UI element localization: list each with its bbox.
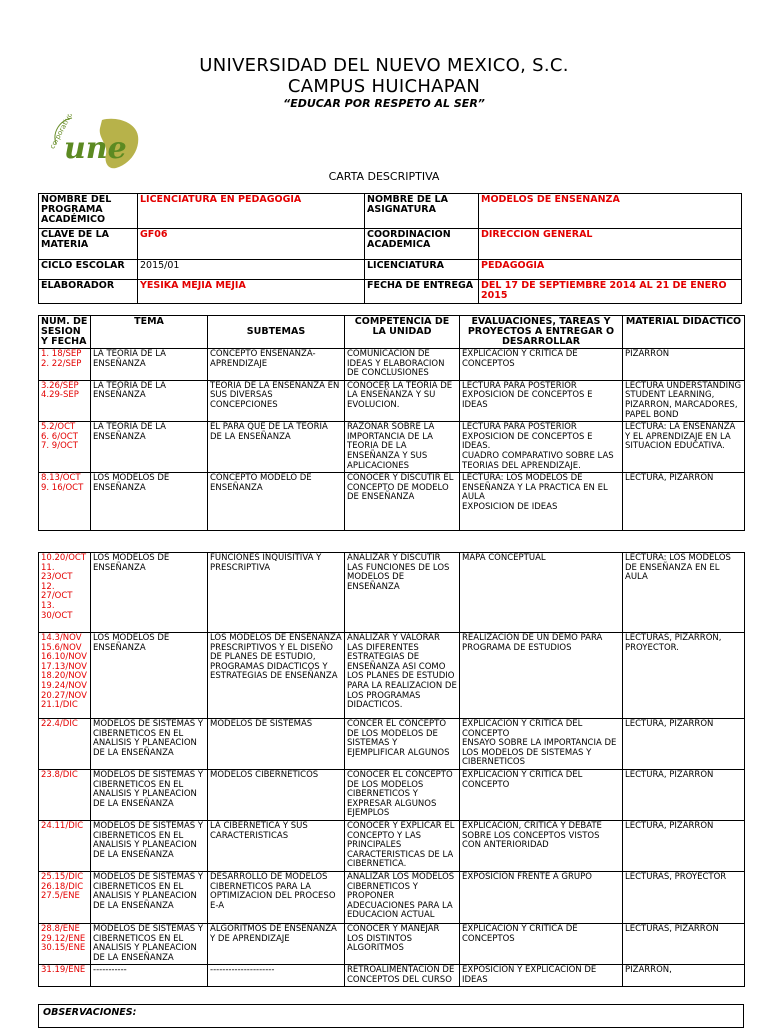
cell-material: LECTURA, PIZARRON — [623, 769, 745, 820]
cell-material: LECTURAS, PIZARRON, PROYECTOR. — [623, 633, 745, 719]
cell-material: LECTURA UNDERSTANDING STUDENT LEARNING, PIZARRON, MARCADORES, PAPEL BOND — [623, 380, 745, 421]
table-row — [39, 349, 745, 381]
svg-text:une: une — [64, 131, 127, 166]
cell-competencia: CONCER EL CONCEPTO DE LOS MODELOS DE SISTEMAS Y EJEMPLIFICAR ALGUNOS — [345, 719, 460, 770]
cell-sesion: 10.20/OCT 11. 23/OCT 12. 27/OCT 13. 30/OCT — [39, 553, 91, 633]
cell-tema: LA TEORIA DE LA ENSEÑANZA — [91, 422, 208, 473]
cell-sesion: 24.11/DIC — [39, 820, 91, 871]
licenciatura-label: LICENCIATURA — [365, 260, 479, 280]
cell-material: LECTURA, PIZARRON — [623, 820, 745, 871]
cell-competencia: CONOCER Y EXPLICAR EL CONCEPTO Y LAS PRINCIPALES CARACTERISTICAS DE LA CIBERNETICA. — [345, 820, 460, 871]
table-row — [39, 820, 745, 871]
table-row — [39, 422, 745, 473]
cell-sesion: 31.19/ENE — [39, 965, 91, 987]
cell-subtemas: CONCEPTO ENSEÑANZA-APRENDIZAJE — [208, 349, 345, 381]
university-name: UNIVERSIDAD DEL NUEVO MEXICO, S.C. — [199, 55, 569, 76]
col-tema-header: TEMA — [91, 316, 208, 349]
cell-evaluaciones: EXPOSICION Y EXPLICACION DE IDEAS — [460, 965, 623, 987]
table-row — [39, 553, 745, 633]
une-logo — [44, 114, 144, 176]
cell-competencia: CONOCER LA TEORIA DE LA ENSEÑANZA Y SU EVOLUCION. — [345, 380, 460, 421]
col-competencia-header: COMPETENCIA DE LA UNIDAD — [345, 316, 460, 349]
cell-material: LECTURAS, PROYECTOR — [623, 871, 745, 923]
cell-material: PIZARRON, — [623, 965, 745, 987]
table-row — [39, 965, 745, 987]
cell-sesion: 22.4/DIC — [39, 719, 91, 770]
coordinacion-value: DIRECCION GENERAL — [479, 229, 742, 260]
cell-sesion: 25.15/DIC 26.18/DIC 27.5/ENE — [39, 871, 91, 923]
cell-competencia: ANALIZAR Y VALORAR LAS DIFERENTES ESTRATEGIAS DE ENSEÑANZA ASI COMO LOS PLANES DE ESTUDIO PARA LA REALIZACION DE LOS PROGRAMAS DIDACTICOS. — [345, 633, 460, 719]
ciclo-label: CICLO ESCOLAR — [39, 260, 138, 280]
cell-tema: MODELOS DE SISTEMAS Y CIBERNETICOS EN EL ANALISIS Y PLANEACION DE LA ENSEÑANZA — [91, 719, 208, 770]
cell-evaluaciones: EXPLICACION, CRITICA Y DEBATE SOBRE LOS CONCEPTOS VISTOS CON ANTERIORIDAD — [460, 820, 623, 871]
cell-competencia: ANALIZAR Y DISCUTIR LAS FUNCIONES DE LOS MODELOS DE ENSEÑANZA — [345, 553, 460, 633]
cell-tema: LA TEORIA DE LA ENSEÑANZA — [91, 349, 208, 381]
document-title: CARTA DESCRIPTIVA — [328, 170, 440, 183]
col-material-header: MATERIAL DIDÁCTICO — [623, 316, 745, 349]
table-row — [39, 871, 745, 923]
svg-text:corporativo: corporativo — [48, 114, 75, 151]
col-subtemas-header: SUBTEMAS — [208, 316, 345, 349]
table-row — [39, 473, 745, 531]
cell-evaluaciones: LECTURA PARA POSTERIOR EXPOSICION DE CONCEPTOS E IDEAS — [460, 380, 623, 421]
observaciones-box — [38, 1004, 744, 1028]
cell-sesion: 28.8/ENE 29.12/ENE 30.15/ENE — [39, 923, 91, 964]
cell-material: LECTURA, PIZARRON — [623, 719, 745, 770]
cell-competencia: RAZONAR SOBRE LA IMPORTANCIA DE LA TEORIA DE LA ENSEÑANZA Y SUS APLICACIONES — [345, 422, 460, 473]
cell-tema: MODELOS DE SISTEMAS Y CIBERNETICOS EN EL ANALISIS Y PLANEACION DE LA ENSEÑANZA — [91, 923, 208, 964]
asignatura-value: MODELOS DE ENSEÑANZA — [479, 194, 742, 229]
table-row — [39, 380, 745, 421]
cell-subtemas: --------------------- — [208, 965, 345, 987]
cell-tema: LA TEORIA DE LA ENSEÑANZA — [91, 380, 208, 421]
table-row — [39, 923, 745, 964]
cell-subtemas: MODELOS CIBERNETICOS — [208, 769, 345, 820]
cell-competencia: CONOCER EL CONCEPTO DE LOS MODELOS CIBERNETICOS Y EXPRESAR ALGUNOS EJEMPLOS — [345, 769, 460, 820]
schedule-table-page1 — [38, 315, 745, 531]
cell-evaluaciones: EXPLICACION Y CRITICA DE CONCEPTOS — [460, 923, 623, 964]
cell-sesion: 8.13/OCT 9. 16/OCT — [39, 473, 91, 531]
entrega-value: DEL 17 DE SEPTIEMBRE 2014 AL 21 DE ENERO 2015 — [479, 280, 742, 304]
cell-competencia: ANALIZAR LOS MODELOS CIBERNETICOS Y PROPONER ADECUACIONES PARA LA EDUCACION ACTUAL — [345, 871, 460, 923]
cell-subtemas: DESARROLLO DE MODELOS CIBERNETICOS PARA LA OPTIMIZACION DEL PROCESO E-A — [208, 871, 345, 923]
elaborador-label: ELABORADOR — [39, 280, 138, 304]
cell-evaluaciones: EXPLICACION Y CRITICA DEL CONCEPTO — [460, 769, 623, 820]
cell-competencia: COMUNICACIÓN DE IDEAS Y ELABORACION DE CONCLUSIONES — [345, 349, 460, 381]
cell-subtemas: LOS MODELOS DE ENSEÑANZA PRESCRIPTIVOS Y EL DISEÑO DE PLANES DE ESTUDIO, PROGRAMAS DIDACTICOS Y ESTRATEGIAS DE ENSEÑANZA — [208, 633, 345, 719]
cell-sesion: 14.3/NOV 15.6/NOV 16.10/NOV 17.13/NOV 18.20/NOV 19.24/NOV 20.27/NOV 21.1/DIC — [39, 633, 91, 719]
cell-sesion: 1. 18/SEP 2. 22/SEP — [39, 349, 91, 381]
cell-tema: LOS MODELOS DE ENSEÑANZA — [91, 633, 208, 719]
schedule-table-page2 — [38, 552, 745, 987]
cell-material: LECTURA: LA ENSEÑANZA Y EL APRENDIZAJE EN LA SITUACION EDUCATIVA. — [623, 422, 745, 473]
cell-subtemas: EL PARA QUE DE LA TEORIA DE LA ENSEÑANZA — [208, 422, 345, 473]
cell-material: LECTURAS, PIZARRON — [623, 923, 745, 964]
cell-sesion: 3.26/SEP 4.29-SEP — [39, 380, 91, 421]
cell-sesion: 5.2/OCT 6. 6/OCT 7. 9/OCT — [39, 422, 91, 473]
cell-subtemas: ALGORITMOS DE ENSEÑANZA Y DE APRENDIZAJE — [208, 923, 345, 964]
campus-name: CAMPUS HUICHAPAN — [287, 76, 481, 97]
col-sesion-header: NUM. DE SESION Y FECHA — [39, 316, 91, 349]
clave-label: CLAVE DE LA MATERIA — [39, 229, 138, 260]
cell-tema: MODELOS DE SISTEMAS Y CIBERNETICOS EN EL ANALISIS Y PLANEACION DE LA ENSEÑANZA — [91, 820, 208, 871]
elaborador-value: YESIKA MEJIA MEJIA — [138, 280, 365, 304]
course-info-table — [38, 193, 742, 304]
asignatura-label: NOMBRE DE LA ASIGNATURA — [365, 194, 479, 229]
cell-material: PIZARRON — [623, 349, 745, 381]
cell-subtemas: CONCEPTO MODELO DE ENSEÑANZA — [208, 473, 345, 531]
cell-evaluaciones: EXPLICACION Y CRITICA DE CONCEPTOS — [460, 349, 623, 381]
cell-tema: LOS MODELOS DE ENSEÑANZA — [91, 473, 208, 531]
table-row — [39, 633, 745, 719]
cell-competencia: CONOCER Y DISCUTIR EL CONCEPTO DE MODELO DE ENSEÑANZA — [345, 473, 460, 531]
cell-evaluaciones: EXPLICACION Y CRITICA DEL CONCEPTO ENSAYO SOBRE LA IMPORTANCIA DE LOS MODELOS DE SISTEMAS Y CIBERNETICOS — [460, 719, 623, 770]
cell-evaluaciones: LECTURA PARA POSTERIOR EXPOSICION DE CONCEPTOS E IDEAS. CUADRO COMPARATIVO SOBRE LAS TEORIAS DEL APRENDIZAJE. — [460, 422, 623, 473]
cell-evaluaciones: REALIZACION DE UN DEMO PARA PROGRAMA DE ESTUDIOS — [460, 633, 623, 719]
cell-tema: LOS MODELOS DE ENSEÑANZA — [91, 553, 208, 633]
cell-tema: ----------- — [91, 965, 208, 987]
table-row — [39, 769, 745, 820]
cell-evaluaciones: MAPA CONCEPTUAL — [460, 553, 623, 633]
cell-evaluaciones: EXPOSICION FRENTE A GRUPO — [460, 871, 623, 923]
cell-subtemas: FUNCIONES INQUISITIVA Y PRESCRIPTIVA — [208, 553, 345, 633]
cell-sesion: 23.8/DIC — [39, 769, 91, 820]
cell-subtemas: MODELOS DE SISTEMAS — [208, 719, 345, 770]
cell-material: LECTURA: LOS MODELOS DE ENSEÑANZA EN EL AULA — [623, 553, 745, 633]
cell-evaluaciones: LECTURA: LOS MODELOS DE ENSEÑANZA Y LA PRACTICA EN EL AULA EXPOSICION DE IDEAS — [460, 473, 623, 531]
cell-tema: MODELOS DE SISTEMAS Y CIBERNETICOS EN EL ANALISIS Y PLANEACION DE LA ENSEÑANZA — [91, 769, 208, 820]
entrega-label: FECHA DE ENTREGA — [365, 280, 479, 304]
cell-competencia: CONOCER Y MANEJAR LOS DISTINTOS ALGORITMOS — [345, 923, 460, 964]
cell-subtemas: TEORIA DE LA ENSEÑANZA EN SUS DIVERSAS CONCEPCIONES — [208, 380, 345, 421]
licenciatura-value: PEDAGOGIA — [479, 260, 742, 280]
col-evaluaciones-header: EVALUACIONES, TAREAS Y PROYECTOS A ENTREGAR O DESARROLLAR — [460, 316, 623, 349]
table-row — [39, 719, 745, 770]
ciclo-value: 2015/01 — [138, 260, 365, 280]
programa-value: LICENCIATURA EN PEDAGOGIA — [138, 194, 365, 229]
cell-tema: MODELOS DE SISTEMAS Y CIBERNETICOS EN EL ANALISIS Y PLANEACION DE LA ENSEÑANZA — [91, 871, 208, 923]
cell-subtemas: LA CIBERNETICA Y SUS CARACTERISTICAS — [208, 820, 345, 871]
column-header-row — [39, 316, 745, 349]
clave-value: GF06 — [138, 229, 365, 260]
motto: “EDUCAR POR RESPETO AL SER” — [283, 97, 485, 110]
programa-label: NOMBRE DEL PROGRAMA ACADÉMICO — [39, 194, 138, 229]
cell-competencia: RETROALIMENTACION DE CONCEPTOS DEL CURSO — [345, 965, 460, 987]
coordinacion-label: COORDINACION ACADEMICA — [365, 229, 479, 260]
cell-material: LECTURA, PIZARRON — [623, 473, 745, 531]
observaciones-label: OBSERVACIONES: — [43, 1007, 137, 1018]
